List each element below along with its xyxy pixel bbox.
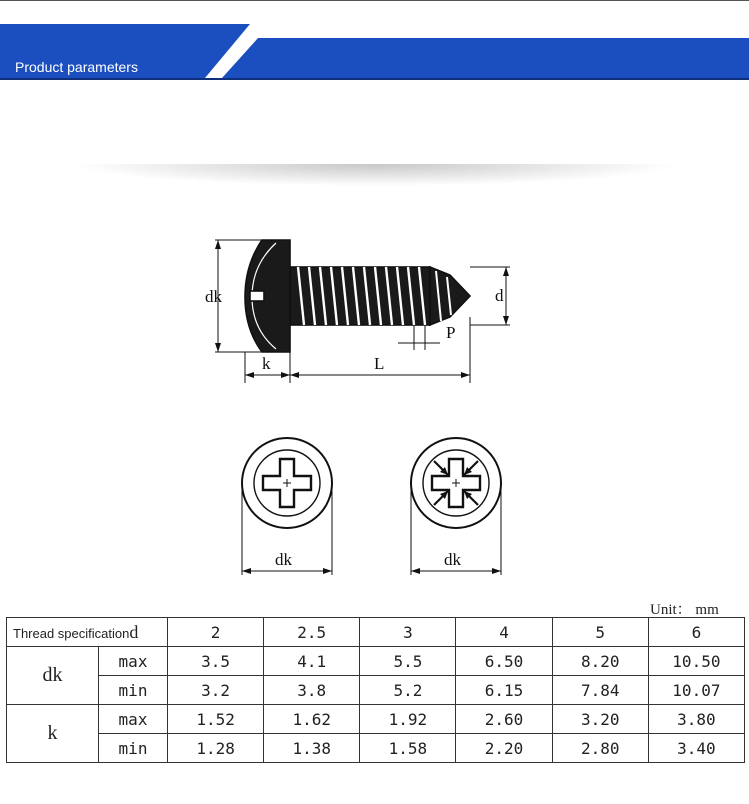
dim-label-d: d xyxy=(495,286,504,305)
size-cell: 2 xyxy=(168,618,264,647)
value-cell: 2.80 xyxy=(552,734,648,763)
spec-header-cell: Thread specificationd xyxy=(7,618,168,647)
value-cell: 5.5 xyxy=(360,647,456,676)
value-cell: 3.8 xyxy=(264,676,360,705)
value-cell: 8.20 xyxy=(552,647,648,676)
value-cell: 1.92 xyxy=(360,705,456,734)
value-cell: 1.52 xyxy=(168,705,264,734)
value-cell: 3.5 xyxy=(168,647,264,676)
value-cell: 1.58 xyxy=(360,734,456,763)
size-cell: 2.5 xyxy=(264,618,360,647)
table-row xyxy=(7,676,745,705)
dim-label-dk-pozi: dk xyxy=(444,550,461,569)
min-label: min xyxy=(99,734,168,763)
unit-label: Unit： mm xyxy=(650,602,719,618)
dim-label-l: L xyxy=(374,354,385,373)
k-row-header: k xyxy=(7,705,99,763)
size-cell: 4 xyxy=(456,618,552,647)
dim-label-dk: dk xyxy=(205,287,222,306)
value-cell: 3.80 xyxy=(648,705,744,734)
value-cell: 1.28 xyxy=(168,734,264,763)
dim-label-dk-round: dk xyxy=(275,550,292,569)
screw-drawing xyxy=(0,225,749,585)
value-cell: 4.1 xyxy=(264,647,360,676)
min-label: min xyxy=(99,676,168,705)
value-cell: 10.50 xyxy=(648,647,744,676)
value-cell: 2.20 xyxy=(456,734,552,763)
size-cell: 5 xyxy=(552,618,648,647)
parameters-table xyxy=(6,617,745,763)
value-cell: 2.60 xyxy=(456,705,552,734)
value-cell: 6.15 xyxy=(456,676,552,705)
size-cell: 6 xyxy=(648,618,744,647)
page-title: Product parameters xyxy=(15,59,138,75)
table-row xyxy=(7,647,745,676)
table-row xyxy=(7,618,745,647)
dim-label-p: P xyxy=(446,323,456,342)
value-cell: 10.07 xyxy=(648,676,744,705)
dim-label-k: k xyxy=(262,354,271,373)
max-label: max xyxy=(99,647,168,676)
max-label: max xyxy=(99,705,168,734)
size-cell: 3 xyxy=(360,618,456,647)
table-row xyxy=(7,734,745,763)
value-cell: 3.2 xyxy=(168,676,264,705)
value-cell: 5.2 xyxy=(360,676,456,705)
value-cell: 7.84 xyxy=(552,676,648,705)
divider-shadow xyxy=(70,164,680,186)
value-cell: 1.38 xyxy=(264,734,360,763)
value-cell: 3.20 xyxy=(552,705,648,734)
dk-row-header: dk xyxy=(7,647,99,705)
table-row xyxy=(7,705,745,734)
value-cell: 6.50 xyxy=(456,647,552,676)
value-cell: 1.62 xyxy=(264,705,360,734)
value-cell: 3.40 xyxy=(648,734,744,763)
